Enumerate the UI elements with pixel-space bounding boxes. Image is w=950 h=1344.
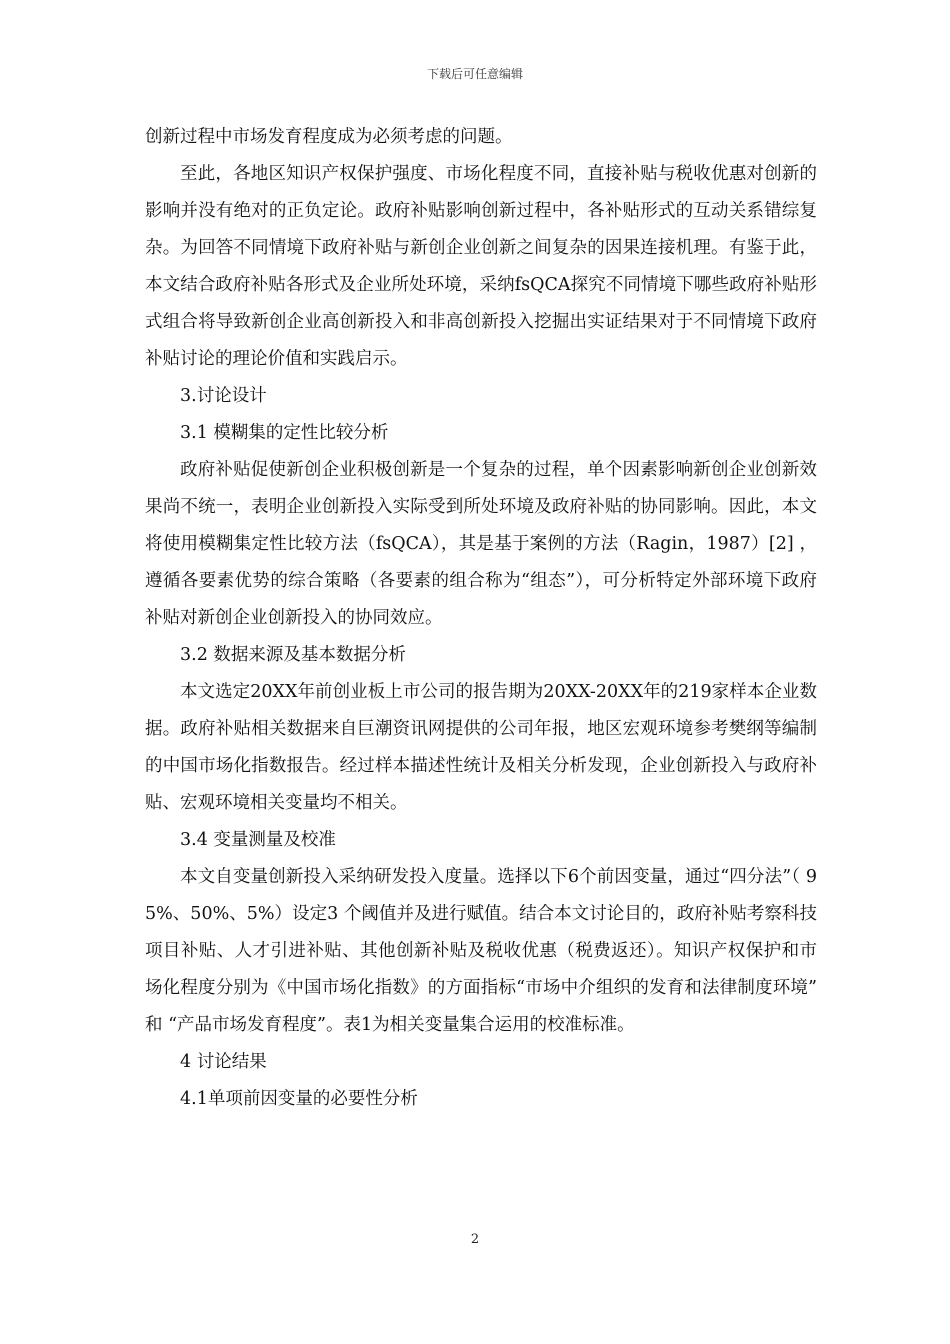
document-body <box>145 119 817 1118</box>
paragraph-data-source: 本文选定20XX年前创业板上市公司的报告期为20XX-20XX年的219家样本企业数据。政府补贴相关数据来自巨潮资讯网提供的公司年报，地区宏观环境参考樊纲等编制的中国市场化指数报告。经过样本描述性统计及相关分析发现，企业创新投入与政府补贴、宏观环境相关变量均不相关。 <box>145 682 817 813</box>
paragraph-continuation: 创新过程中市场发育程度成为必须考虑的问题。 <box>145 127 513 147</box>
subsection-heading-4-1: 4.1单项前因变量的必要性分析 <box>180 1089 418 1109</box>
paragraph-variable-measurement: 本文自变量创新投入采纳研发投入度量。选择以下6个前因变量，通过“四分法”（ 95%、50%、5%）设定3 个阈值并及进行赋值。结合本文讨论目的，政府补贴考察科技项目补贴、人才引进补贴、其他创新补贴及税收优惠（税费返还）。知识产权保护和市场化程度分别为《中国市场化指数》的方面指标“市场中介组织的发育和法律制度环境” 和 “产品市场发育程度”。表1为相关变量集合运用的校准标准。 <box>145 867 817 1035</box>
section-heading-3: 3.讨论设计 <box>180 386 267 406</box>
subsection-heading-3-4: 3.4 变量测量及校准 <box>180 830 336 850</box>
paragraph-fsqca-method: 政府补贴促使新创企业积极创新是一个复杂的过程，单个因素影响新创企业创新效果尚不统一，表明企业创新投入实际受到所处环境及政府补贴的协同影响。因此，本文将使用模糊集定性比较方法（fsQCA），其是基于案例的方法（Ragin，1987）[2] ，遵循各要素优势的综合策略（各要素的组合称为“组态”），可分析特定外部环境下政府补贴对新创企业创新投入的协同效应。 <box>145 460 817 628</box>
section-heading-4: 4 讨论结果 <box>180 1052 267 1072</box>
subsection-heading-3-1: 3.1 模糊集的定性比较分析 <box>180 423 389 443</box>
page-header: 下载后可任意编辑 <box>426 67 523 81</box>
subsection-heading-3-2: 3.2 数据来源及基本数据分析 <box>180 645 406 665</box>
page-number: 2 <box>470 1232 480 1247</box>
paragraph-conclusion: 至此，各地区知识产权保护强度、市场化程度不同，直接补贴与税收优惠对创新的影响并没有绝对的正负定论。政府补贴影响创新过程中，各补贴形式的互动关系错综复杂。为回答不同情境下政府补贴与新创企业创新之间复杂的因果连接机理。有鉴于此，本文结合政府补贴各形式及企业所处环境，采纳fsQCA探究不同情境下哪些政府补贴形式组合将导致新创企业高创新投入和非高创新投入挖掘出实证结果对于不同情境下政府补贴讨论的理论价值和实践启示。 <box>145 164 817 369</box>
